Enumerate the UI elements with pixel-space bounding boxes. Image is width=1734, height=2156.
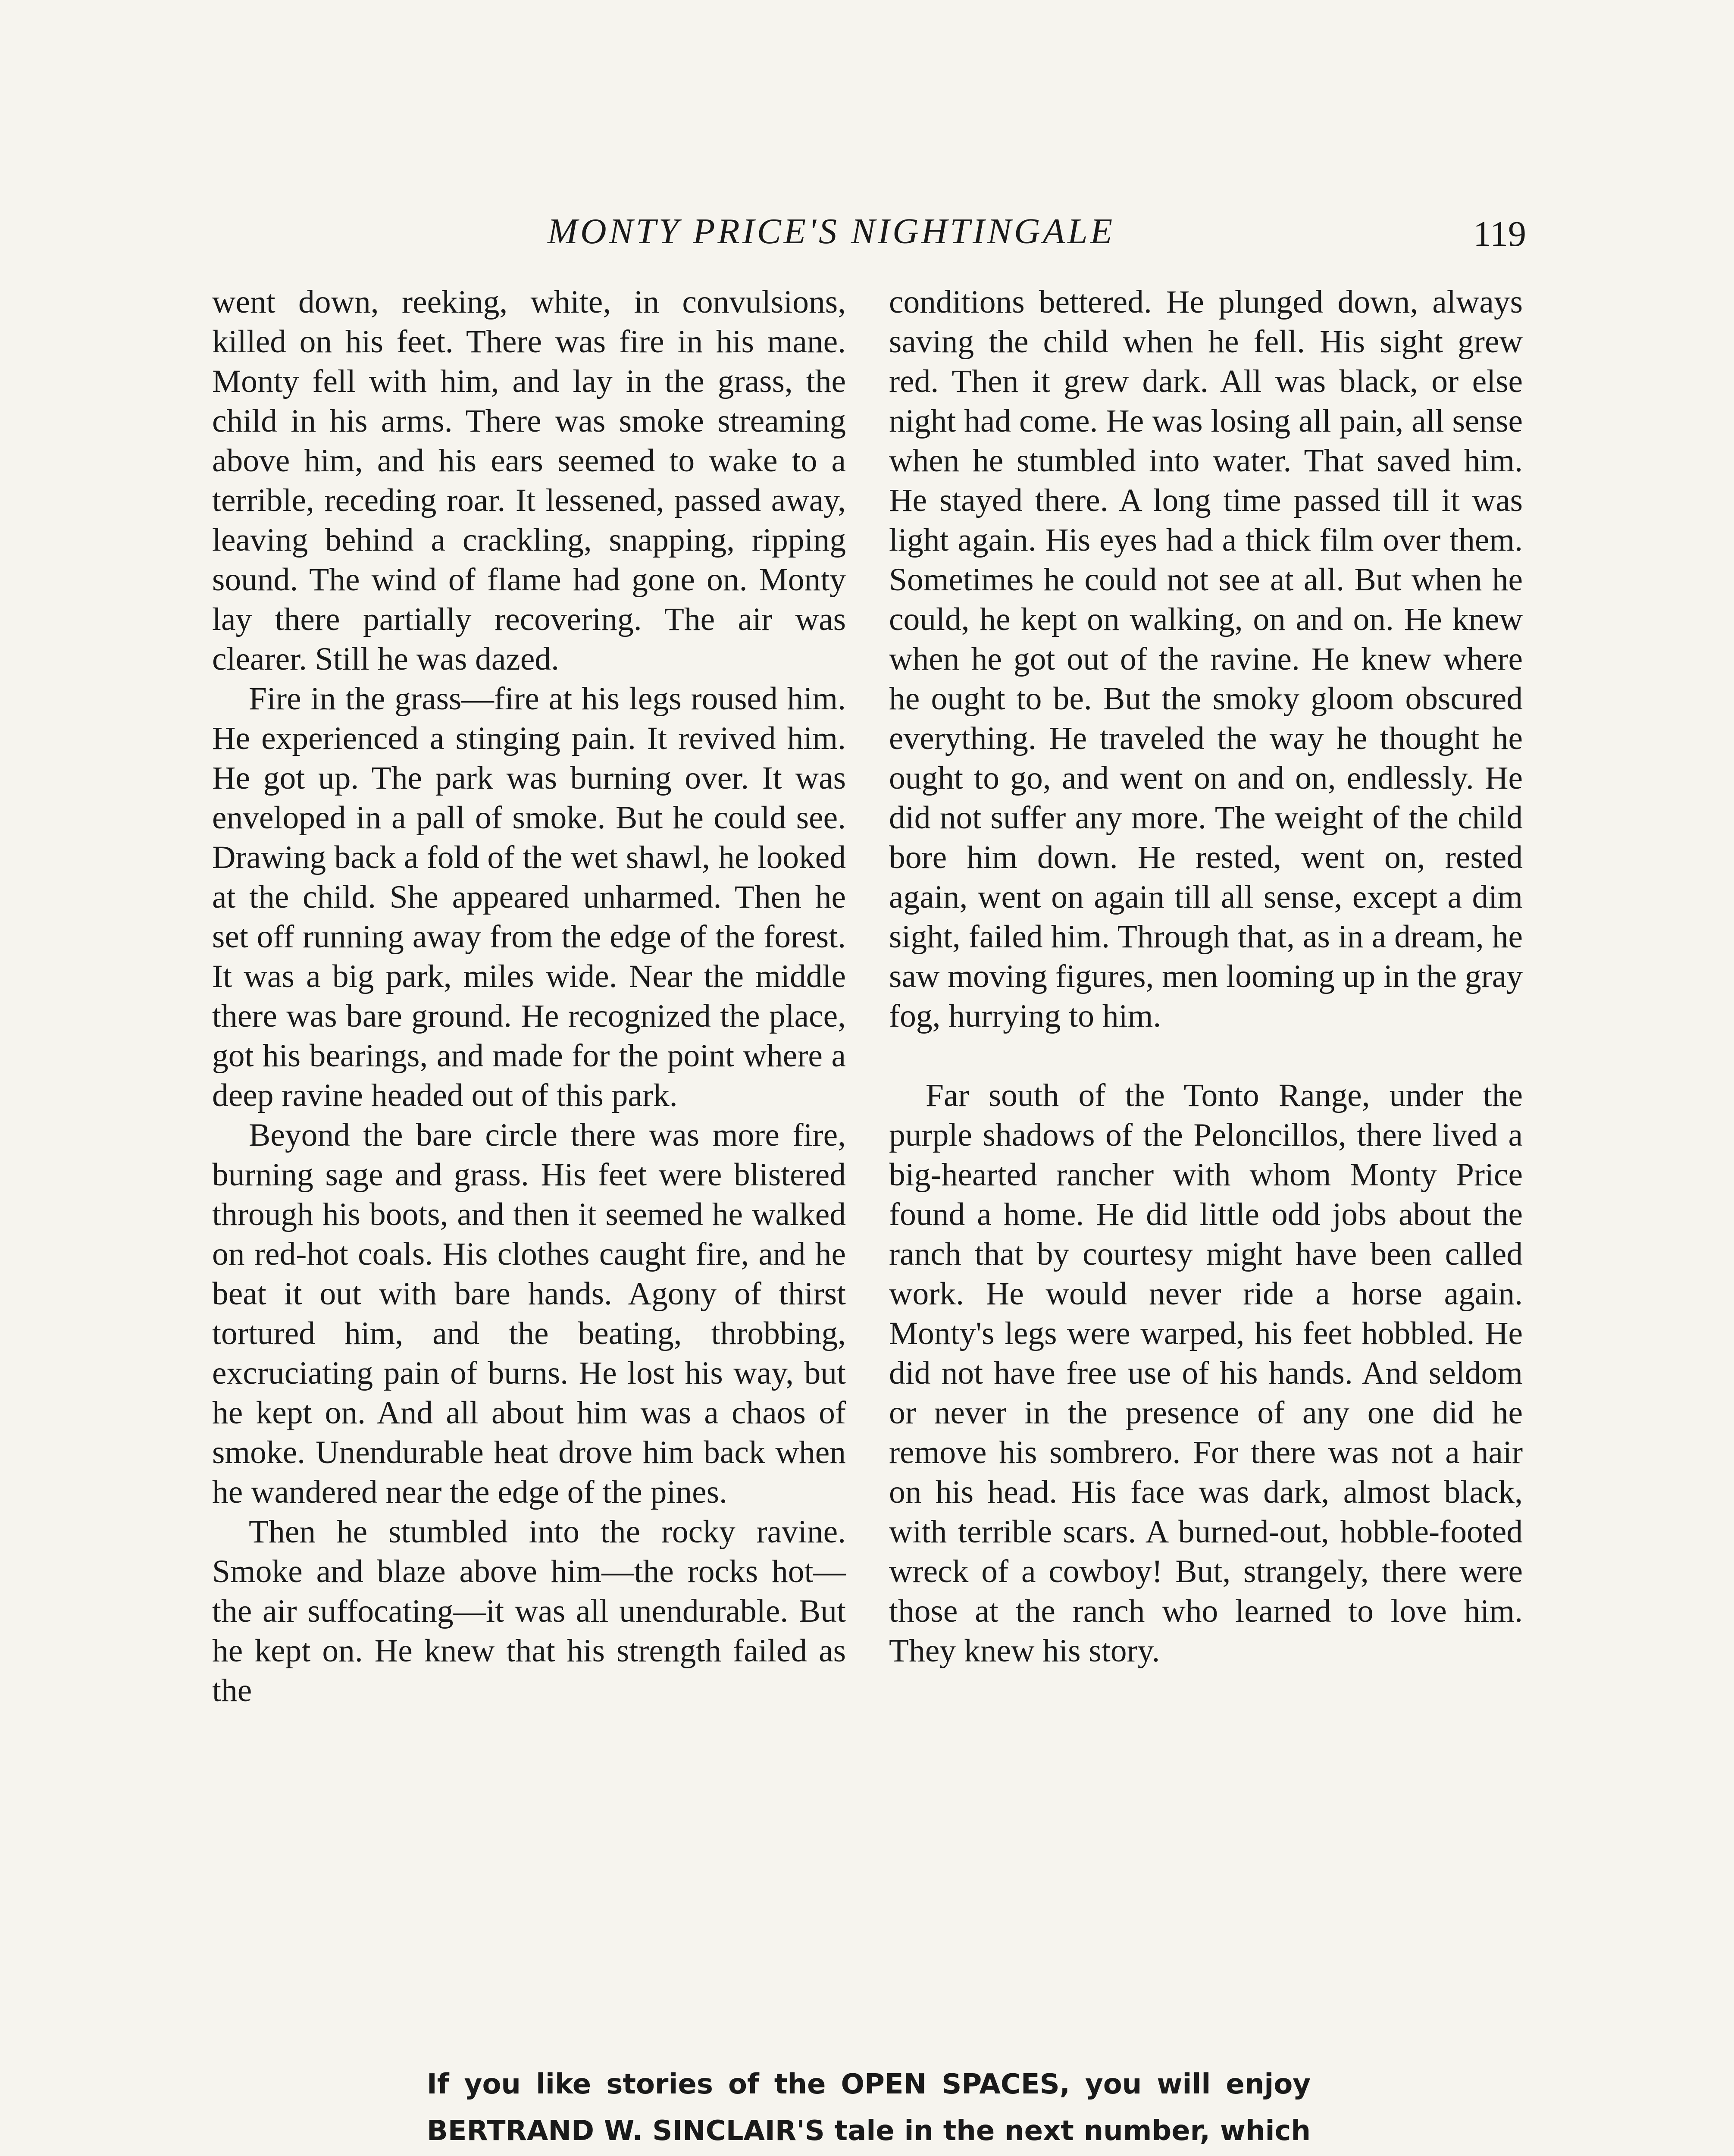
paragraph: Far south of the Tonto Range, under the purple shadows of the Peloncillos, there lived a big-hearted rancher with whom Monty Price found a home. He did little odd jobs about the ranch that by courtesy might have been called work. He would never ride a horse again. Monty's legs were warped, his feet hobbled. He did not have free use of his hands. And seldom or never in the presence of any one did he remove his sombrero. For there was not a hair on his head. His face was dark, almost black, with terrible scars. A burned-out, hobble-footed wreck of a cowboy! But, strangely, there were those at the ranch who learned to love him. They knew his story. (889, 1078, 1523, 1669)
left-column (212, 282, 846, 1711)
right-column (889, 282, 1523, 1671)
page-number: 119 (1473, 214, 1526, 254)
paragraph: Beyond the bare circle there was more fire, burning sage and grass. His feet were blistered through his boots, and then it seemed he walked on red-hot coals. His clothes caught fire, and he beat it out with bare hands. Agony of thirst tortured him, and the beating, throbbing, excruciating pain of burns. He lost his way, but he kept on. And all about him was a chaos of smoke. Unendurable heat drove him back when he wandered near the edge of the pines. (212, 1117, 846, 1510)
paragraph: Fire in the grass—fire at his legs roused him. He experienced a stinging pain. It revived him. He got up. The park was burning over. It was enveloped in a pall of smoke. But he could see. Drawing back a fold of the wet shawl, he looked at the child. She appeared unharmed. Then he set off running away from the edge of the forest. It was a big park, miles wide. Near the middle there was bare ground. He recognized the place, got his bearings, and made for the point where a deep ravine headed out of this park. (212, 681, 846, 1113)
paragraph: went down, reeking, white, in convulsions, killed on his feet. There was fire in his mane. Monty fell with him, and lay in the grass, the child in his arms. There was smoke streaming above him, and his ears seemed to wake to a terrible, receding roar. It lessened, passed away, leaving behind a crackling, snapping, ripping sound. The wind of flame had gone on. Monty lay there partially recovering. The air was clearer. Still he was dazed. (212, 284, 846, 677)
paragraph: conditions bettered. He plunged down, always saving the child when he fell. His sight grew red. Then it grew dark. All was black, or else night had come. He was losing all pain, all sense when he stumbled into water. That saved him. He stayed there. A long time passed till it was light again. His eyes had a thick film over them. Sometimes he could not see at all. But when he could, he kept on walking, on and on. He knew when he got out of the ravine. He knew where he ought to be. But the smoky gloom obscured everything. He traveled the way he thought he ought to go, and went on and on, endlessly. He did not suffer any more. The weight of the child bore him down. He rested, went on, rested again, went on again till all sense, except a dim sight, failed him. Through that, as in a dream, he saw moving figures, men looming up in the gray fog, hurrying to him. (889, 284, 1523, 1034)
paragraph: Then he stumbled into the rocky ravine. Smoke and blaze above him—the rocks hot—the air suffocating—it was all unendurable. But he kept on. He knew that his strength failed as the (212, 1514, 846, 1708)
next-issue-promo: If you like stories of the OPEN SPACES, you will enjoy BERTRAND W. SINCLAIR'S tale in the next number, which (427, 2068, 1311, 2147)
running-header (207, 203, 1526, 267)
running-title: MONTY PRICE'S NIGHTINGALE (548, 211, 1115, 251)
